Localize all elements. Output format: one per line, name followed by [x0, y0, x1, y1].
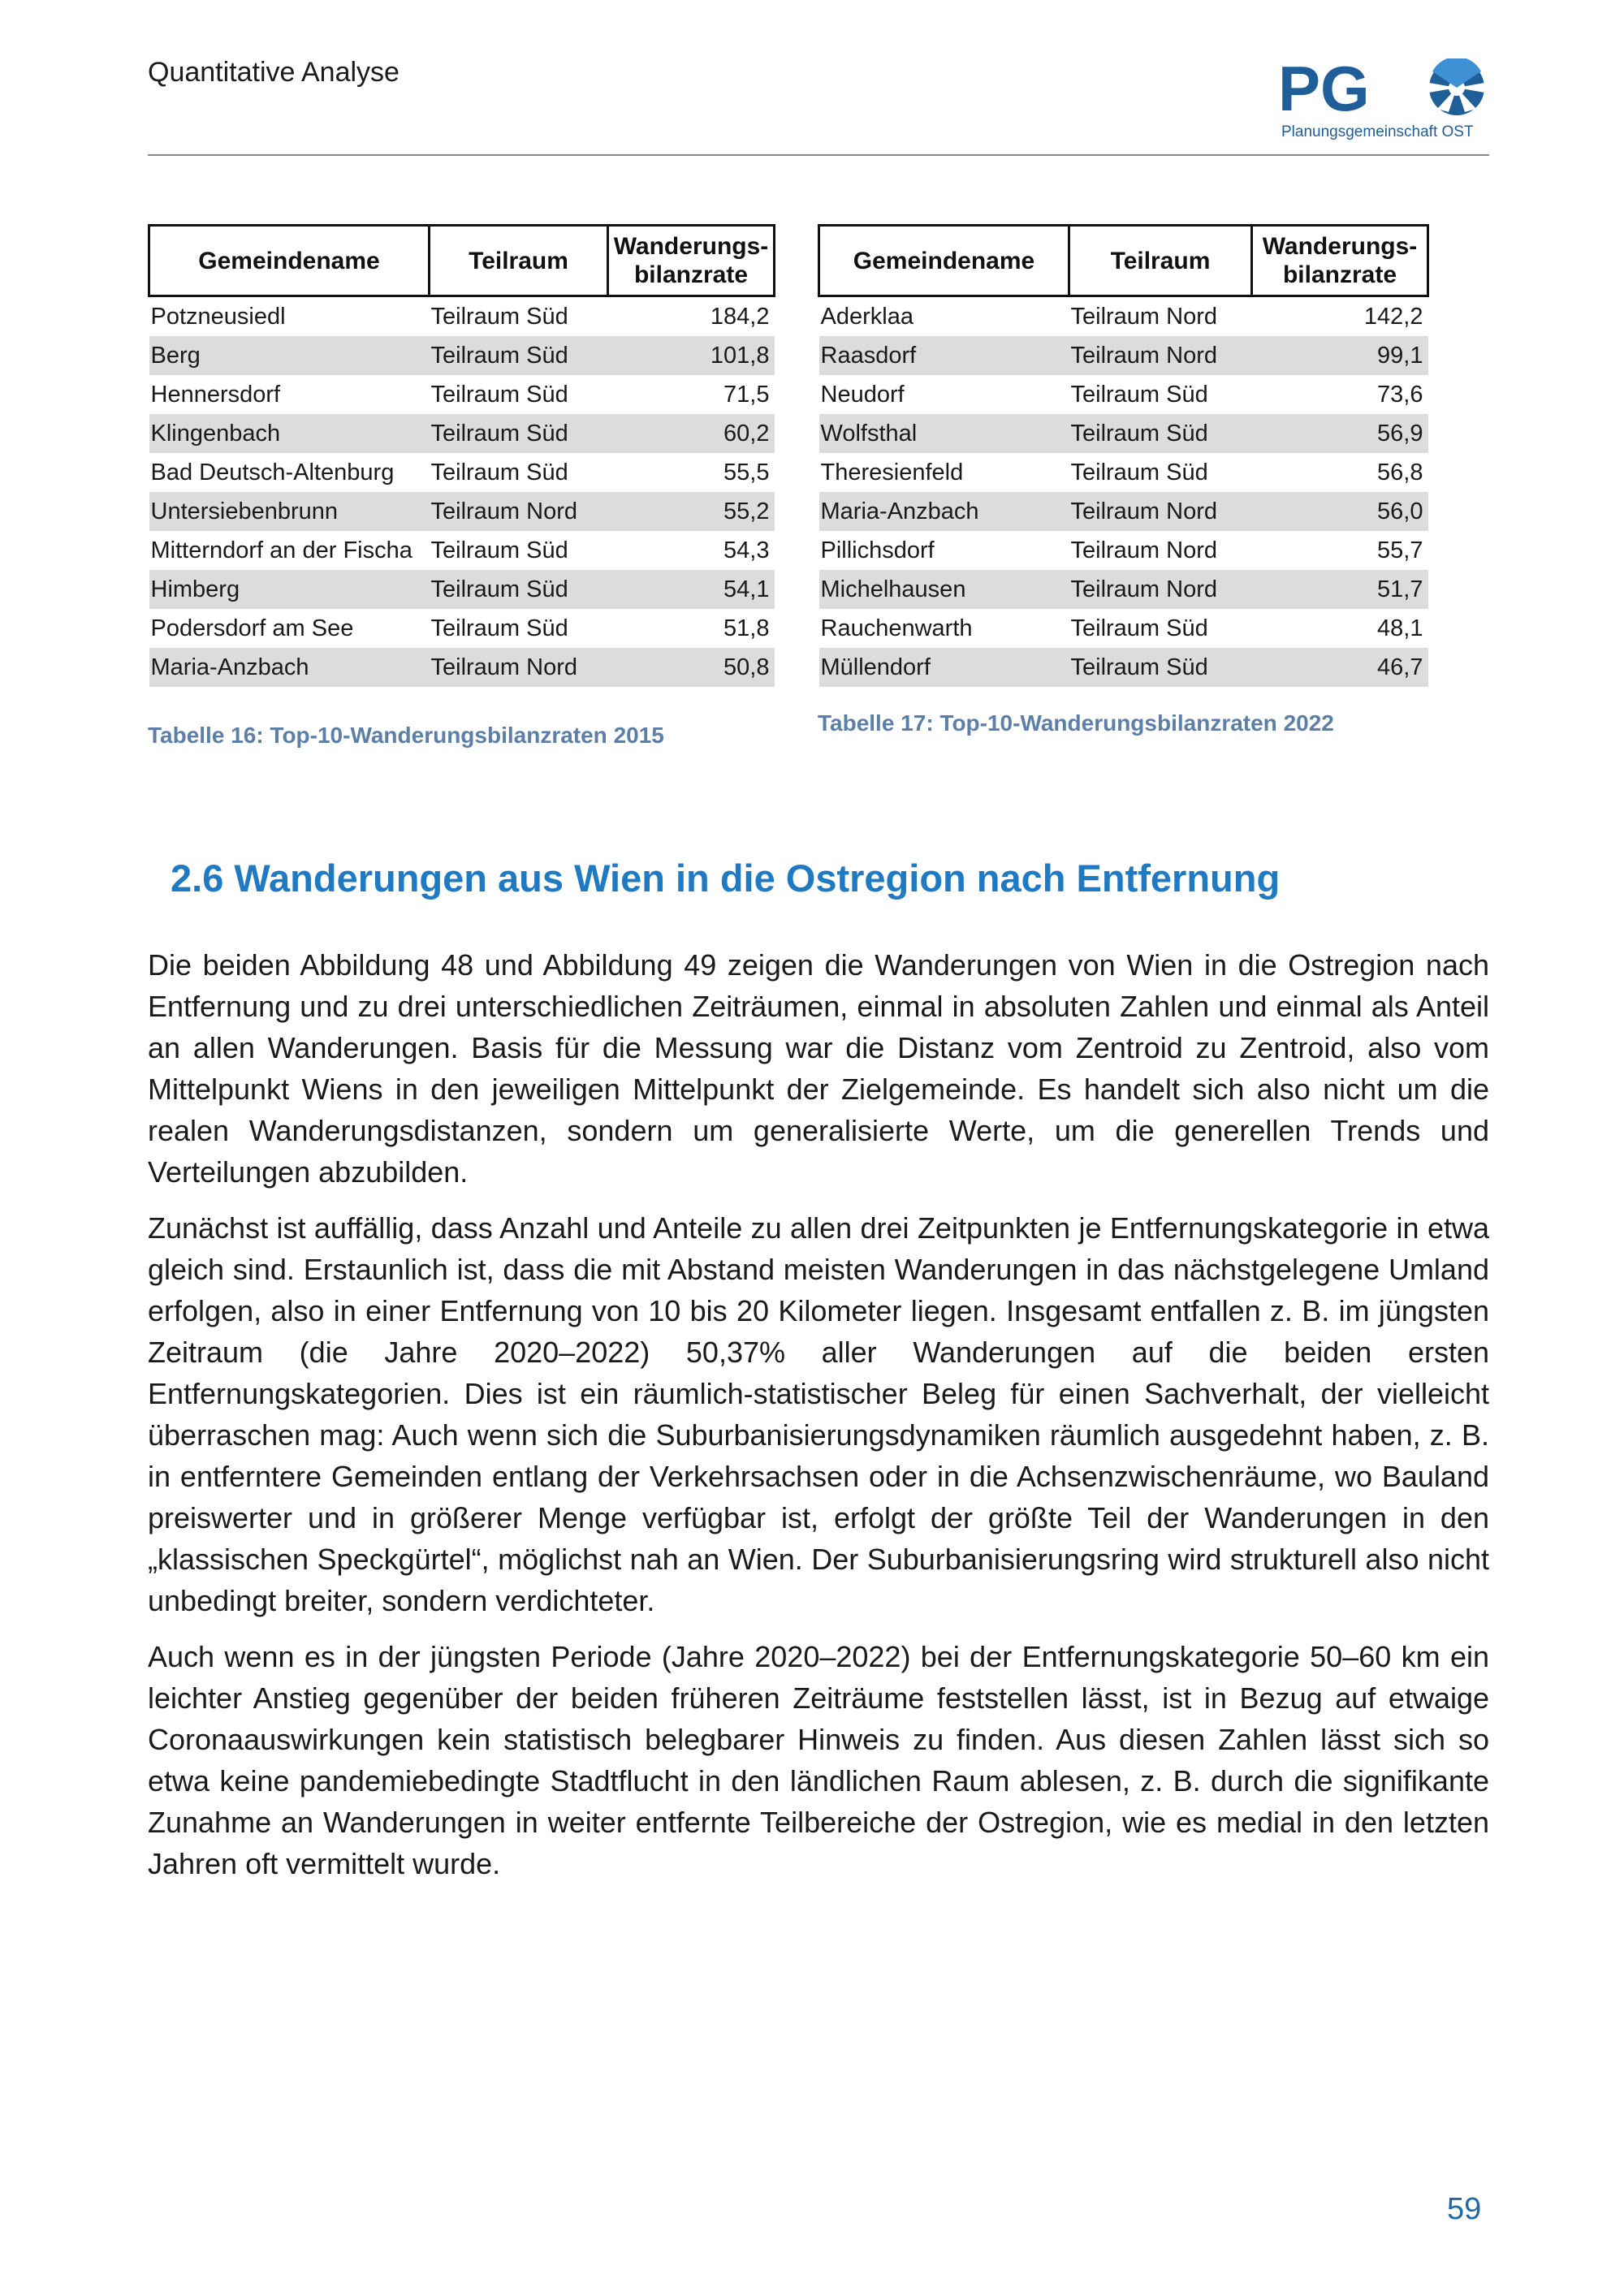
table-row: [149, 609, 775, 648]
table-17: [818, 224, 1429, 687]
table-16: [148, 224, 775, 687]
cell-rate: 184,2: [710, 303, 770, 330]
cell-name: Raasdorf: [819, 336, 1069, 375]
table-row: [819, 531, 1428, 570]
cell-name: Müllendorf: [819, 648, 1069, 687]
table-16-caption: Tabelle 16: Top-10-Wanderungsbilanzraten 2015: [148, 723, 664, 748]
table-row: [819, 609, 1428, 648]
cell-region: Teilraum Süd: [430, 381, 568, 408]
table-row: [819, 453, 1428, 492]
column-header-rate: [608, 226, 775, 296]
rate-header-line1: Wanderungs-: [613, 233, 769, 260]
cell-name: Mitterndorf an der Fischa: [150, 537, 412, 563]
column-header-region: Teilraum: [430, 226, 608, 296]
cell-region: Teilraum Süd: [1070, 459, 1208, 486]
column-header-name: Gemeindename: [149, 226, 430, 296]
cell-region: Teilraum Nord: [1070, 537, 1217, 563]
cell-name: Klingenbach: [149, 414, 430, 453]
cell-name: Maria-Anzbach: [149, 648, 430, 687]
table-row: [149, 648, 775, 687]
section-heading: 2.6 Wanderungen aus Wien in die Ostregion nach Entfernung: [171, 857, 1281, 900]
column-header-region: Teilraum: [1069, 226, 1252, 296]
table-row: [819, 336, 1428, 375]
cell-rate: 48,1: [1377, 615, 1423, 641]
cell-region: Teilraum Nord: [430, 492, 608, 531]
cell-rate: 51,7: [1252, 570, 1428, 609]
cell-rate: 55,2: [608, 492, 775, 531]
running-header: Quantitative Analyse: [148, 57, 400, 88]
column-header-name: Gemeindename: [819, 226, 1069, 296]
rate-header-line1: Wanderungs-: [1262, 233, 1418, 260]
cell-rate: 51,8: [723, 615, 770, 641]
table-row: [149, 296, 775, 337]
cell-rate: 101,8: [608, 336, 775, 375]
paragraph: Auch wenn es in der jüngsten Periode (Jahre 2020–2022) bei der Entfernungskategorie 50–60 km ein leichter Anstieg gegenüber der beiden früheren Zeiträume feststellen lässt, ist in Bezug auf etwaige Coronaauswirkungen kein statistisch belegbarer Hinweis zu finden. Aus diesen Zahlen lässt sich so etwa keine pandemiebedingte Stadtflucht in den ländlichen Raum ablesen, z. B. durch die signifikante Zunahme an Wanderungen in weiter entfernte Teilbereiche der Ostregion, wie es medial in den letzten Jahren oft vermittelt wurde.: [148, 1640, 1489, 1880]
cell-name: Michelhausen: [819, 570, 1069, 609]
table-row: [819, 570, 1428, 609]
table-row: [819, 648, 1428, 687]
cell-region: Teilraum Süd: [430, 414, 608, 453]
cell-name: Untersiebenbrunn: [149, 492, 430, 531]
cell-name: Berg: [149, 336, 430, 375]
logo-subtitle: Planungsgemeinschaft OST: [1281, 123, 1474, 140]
logo-text: PG: [1278, 58, 1370, 124]
cell-name: Podersdorf am See: [150, 615, 354, 641]
table-header-row: [149, 226, 775, 296]
cell-region: Teilraum Süd: [1070, 381, 1208, 408]
cell-name: Himberg: [149, 570, 430, 609]
table-row: [819, 414, 1428, 453]
table-row: [819, 375, 1428, 414]
pgo-logo: [1278, 58, 1491, 140]
paragraph: Zunächst ist auffällig, dass Anzahl und Anteile zu allen drei Zeitpunkten je Entfernungskategorie in etwa gleich sind. Erstaunlich ist, dass die mit Abstand meisten Wanderungen in das nächstgelegene Umland erfolgen, also in einer Entfernung von 10 bis 20 Kilometer liegen. Insgesamt entfallen z. B. im jüngsten Zeitraum (die Jahre 2020–2022) 50,37% aller Wanderungen auf die beiden ersten Entfernungskategorien. Dies ist ein räumlich-statistischer Beleg für einen Sachverhalt, der vielleicht überraschen mag: Auch wenn sich die Suburbanisierungsdynamiken räumlich ausgedehnt haben, z. B. in entferntere Gemeinden entlang der Verkehrsachsen oder in die Achsenzwischenräume, wo Bauland preiswerter und in größerer Menge verfügbar ist, erfolgt der größte Teil der Wanderungen in den „klassischen Speckgürtel“, möglichst nah an Wien. Der Suburbanisierungsring wird strukturell also nicht unbedingt breiter, sondern verdichteter.: [148, 1211, 1489, 1617]
table-row: [149, 570, 775, 609]
cell-name: Potzneusiedl: [150, 303, 286, 330]
cell-region: Teilraum Süd: [430, 615, 568, 641]
cell-name: Wolfsthal: [819, 414, 1069, 453]
cell-region: Teilraum Süd: [1070, 615, 1208, 641]
cell-name: Hennersdorf: [150, 381, 281, 408]
cell-region: Teilraum Süd: [430, 537, 568, 563]
table-row: [149, 336, 775, 375]
cell-name: Rauchenwarth: [820, 615, 973, 641]
table-row: [149, 531, 775, 570]
wheel-icon: [1429, 58, 1484, 115]
table-row: [819, 296, 1428, 337]
cell-rate: 142,2: [1363, 303, 1423, 330]
cell-region: Teilraum Nord: [1069, 492, 1252, 531]
cell-rate: 50,8: [608, 648, 775, 687]
cell-rate: 60,2: [608, 414, 775, 453]
cell-rate: 99,1: [1252, 336, 1428, 375]
table-17-caption: Tabelle 17: Top-10-Wanderungsbilanzraten 2022: [818, 710, 1334, 736]
cell-region: Teilraum Süd: [1069, 648, 1252, 687]
header-divider: [148, 154, 1489, 156]
cell-region: Teilraum Nord: [1070, 303, 1217, 330]
cell-name: Maria-Anzbach: [819, 492, 1069, 531]
table-row: [149, 414, 775, 453]
cell-region: Teilraum Süd: [430, 459, 568, 486]
cell-rate: 73,6: [1377, 381, 1423, 408]
table-row: [149, 375, 775, 414]
cell-name: Neudorf: [820, 381, 905, 408]
table-header-row: [819, 226, 1428, 296]
cell-rate: 46,7: [1252, 648, 1428, 687]
cell-rate: 56,0: [1252, 492, 1428, 531]
cell-region: Teilraum Süd: [430, 336, 608, 375]
paragraph: Die beiden Abbildung 48 und Abbildung 49 zeigen die Wanderungen von Wien in die Ostregion nach Entfernung und zu drei unterschiedlichen Zeiträumen, einmal in absoluten Zahlen und einmal als Anteil an allen Wanderungen. Basis für die Messung war die Distanz vom Zentroid zu Zentroid, also vom Mittelpunkt Wiens in den jeweiligen Mittelpunkt der Zielgemeinde. Es handelt sich also nicht um die realen Wanderungsdistanzen, sondern um generalisierte Werte, um die generellen Trends und Verteilungen abzubilden.: [148, 948, 1489, 1189]
cell-region: Teilraum Süd: [430, 303, 568, 330]
cell-name: Theresienfeld: [820, 459, 964, 486]
column-header-rate: [1252, 226, 1428, 296]
cell-rate: 55,7: [1377, 537, 1423, 563]
cell-region: Teilraum Nord: [1069, 570, 1252, 609]
cell-rate: 56,9: [1252, 414, 1428, 453]
cell-region: Teilraum Nord: [430, 648, 608, 687]
cell-name: Bad Deutsch-Altenburg: [150, 459, 395, 486]
cell-name: Aderklaa: [820, 303, 914, 330]
rate-header-line2: bilanzrate: [633, 261, 749, 288]
page-number: 59: [1447, 2192, 1482, 2226]
cell-region: Teilraum Süd: [1069, 414, 1252, 453]
cell-rate: 54,1: [608, 570, 775, 609]
cell-name: Pillichsdorf: [820, 537, 935, 563]
table-row: [149, 492, 775, 531]
cell-rate: 56,8: [1377, 459, 1423, 486]
body-text: [148, 944, 1489, 1899]
rate-header-line2: bilanzrate: [1282, 261, 1397, 288]
cell-rate: 55,5: [723, 459, 770, 486]
cell-region: Teilraum Nord: [1069, 336, 1252, 375]
cell-rate: 71,5: [723, 381, 770, 408]
table-row: [819, 492, 1428, 531]
table-row: [149, 453, 775, 492]
cell-region: Teilraum Süd: [430, 570, 608, 609]
cell-rate: 54,3: [723, 537, 770, 563]
